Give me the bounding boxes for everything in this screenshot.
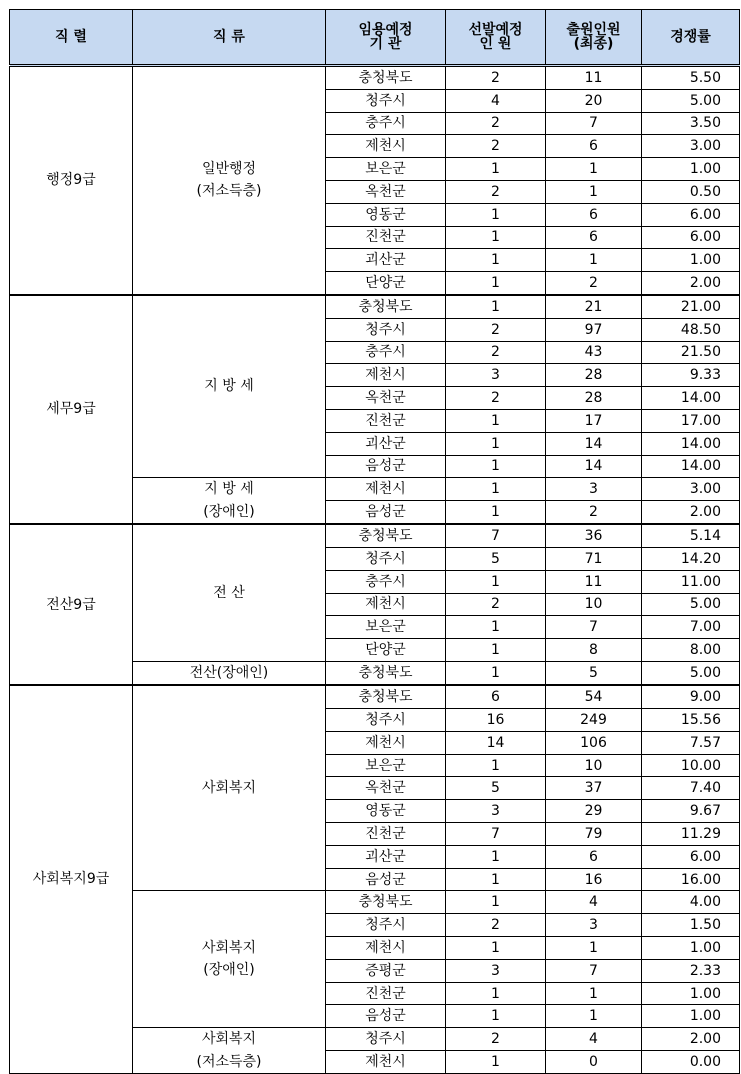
header-planned-line1: 선발예정 (468, 22, 523, 38)
planned-cell: 2 (446, 318, 546, 341)
planned-cell: 3 (446, 364, 546, 387)
applicants-cell: 71 (546, 547, 642, 570)
header-applicants-line1: 출원인원 (566, 22, 621, 38)
planned-cell: 5 (446, 547, 546, 570)
agency-cell: 충청북도 (326, 685, 446, 708)
type-cell-line: (장애인) (203, 962, 255, 979)
ratio-cell: 4.00 (642, 891, 740, 914)
applicants-cell: 6 (546, 203, 642, 226)
applicants-cell: 249 (546, 709, 642, 732)
agency-cell: 영동군 (326, 800, 446, 823)
planned-cell: 1 (446, 158, 546, 181)
agency-cell: 청주시 (326, 1028, 446, 1051)
ratio-cell: 6.00 (642, 226, 740, 249)
planned-cell: 3 (446, 800, 546, 823)
planned-cell: 2 (446, 914, 546, 937)
ratio-cell: 5.00 (642, 593, 740, 616)
agency-cell: 청주시 (326, 89, 446, 112)
planned-cell: 2 (446, 112, 546, 135)
ratio-cell: 5.14 (642, 524, 740, 547)
planned-cell: 5 (446, 777, 546, 800)
ratio-cell: 14.00 (642, 432, 740, 455)
ratio-cell: 1.50 (642, 914, 740, 937)
planned-cell: 2 (446, 341, 546, 364)
type-cell (133, 295, 326, 478)
applicants-cell: 3 (546, 914, 642, 937)
applicants-cell: 1 (546, 937, 642, 960)
type-cell-line: 지 방 세 (204, 481, 254, 498)
planned-cell: 1 (446, 455, 546, 478)
planned-cell: 2 (446, 387, 546, 410)
ratio-cell: 14.00 (642, 455, 740, 478)
ratio-cell: 14.00 (642, 387, 740, 410)
ratio-cell: 2.33 (642, 959, 740, 982)
applicants-cell: 106 (546, 731, 642, 754)
agency-cell: 옥천군 (326, 180, 446, 203)
applicants-cell: 28 (546, 387, 642, 410)
applicants-cell: 14 (546, 432, 642, 455)
planned-cell: 1 (446, 868, 546, 891)
applicants-cell: 37 (546, 777, 642, 800)
ratio-cell: 0.00 (642, 1051, 740, 1074)
applicants-cell: 8 (546, 639, 642, 662)
applicants-cell: 6 (546, 135, 642, 158)
ratio-cell: 1.00 (642, 982, 740, 1005)
ratio-cell: 21.00 (642, 295, 740, 318)
planned-cell: 4 (446, 89, 546, 112)
table-body (10, 66, 740, 1074)
agency-cell: 진천군 (326, 409, 446, 432)
grade-cell: 행정9급 (10, 66, 133, 295)
agency-cell: 단양군 (326, 639, 446, 662)
applicants-cell: 14 (546, 455, 642, 478)
header-planned (446, 10, 546, 66)
agency-cell: 제천시 (326, 135, 446, 158)
planned-cell: 1 (446, 891, 546, 914)
ratio-cell: 11.00 (642, 570, 740, 593)
agency-cell: 진천군 (326, 226, 446, 249)
applicants-cell: 21 (546, 295, 642, 318)
agency-cell: 제천시 (326, 364, 446, 387)
ratio-cell: 3.00 (642, 478, 740, 501)
agency-cell: 보은군 (326, 616, 446, 639)
applicants-cell: 43 (546, 341, 642, 364)
header-type: 직 류 (133, 10, 326, 66)
applicants-cell: 16 (546, 868, 642, 891)
agency-cell: 충청북도 (326, 891, 446, 914)
table-row (10, 295, 740, 318)
agency-cell: 충청북도 (326, 295, 446, 318)
type-cell-line: (저소득층) (196, 1053, 262, 1070)
ratio-cell: 17.00 (642, 409, 740, 432)
ratio-cell: 11.29 (642, 823, 740, 846)
agency-cell: 진천군 (326, 982, 446, 1005)
table-row (10, 66, 740, 90)
planned-cell: 6 (446, 685, 546, 708)
planned-cell: 7 (446, 524, 546, 547)
applicants-cell: 11 (546, 570, 642, 593)
planned-cell: 1 (446, 501, 546, 524)
agency-cell: 단양군 (326, 272, 446, 295)
header-applicants-line2: (최종) (573, 36, 614, 52)
planned-cell: 3 (446, 959, 546, 982)
agency-cell: 영동군 (326, 203, 446, 226)
planned-cell: 1 (446, 845, 546, 868)
type-cell-line: 전산(장애인) (189, 664, 269, 681)
ratio-cell: 1.00 (642, 158, 740, 181)
applicants-cell: 1 (546, 249, 642, 272)
ratio-cell: 0.50 (642, 180, 740, 203)
type-cell (133, 685, 326, 891)
agency-cell: 충주시 (326, 570, 446, 593)
agency-cell: 충청북도 (326, 524, 446, 547)
header-applicants (546, 10, 642, 66)
type-cell (133, 66, 326, 295)
applicants-cell: 79 (546, 823, 642, 846)
ratio-cell: 2.00 (642, 501, 740, 524)
agency-cell: 옥천군 (326, 777, 446, 800)
applicants-cell: 5 (546, 661, 642, 685)
applicants-cell: 6 (546, 845, 642, 868)
ratio-cell: 14.20 (642, 547, 740, 570)
applicants-cell: 0 (546, 1051, 642, 1074)
applicants-cell: 11 (546, 66, 642, 90)
agency-cell: 청주시 (326, 547, 446, 570)
agency-cell: 보은군 (326, 158, 446, 181)
recruitment-table (9, 9, 740, 1074)
agency-cell: 충청북도 (326, 661, 446, 685)
ratio-cell: 3.00 (642, 135, 740, 158)
agency-cell: 괴산군 (326, 432, 446, 455)
table-row (10, 685, 740, 708)
applicants-cell: 2 (546, 272, 642, 295)
planned-cell: 1 (446, 432, 546, 455)
agency-cell: 증평군 (326, 959, 446, 982)
ratio-cell: 5.00 (642, 89, 740, 112)
applicants-cell: 7 (546, 959, 642, 982)
agency-cell: 옥천군 (326, 387, 446, 410)
ratio-cell: 7.40 (642, 777, 740, 800)
type-cell-line: 일반행정 (201, 161, 257, 178)
header-grade: 직 렬 (10, 10, 133, 66)
planned-cell: 1 (446, 409, 546, 432)
planned-cell: 1 (446, 478, 546, 501)
agency-cell: 제천시 (326, 937, 446, 960)
type-cell (133, 1028, 326, 1074)
planned-cell: 1 (446, 661, 546, 685)
agency-cell: 청주시 (326, 318, 446, 341)
ratio-cell: 2.00 (642, 272, 740, 295)
agency-cell: 제천시 (326, 1051, 446, 1074)
applicants-cell: 2 (546, 501, 642, 524)
table-row (10, 524, 740, 547)
applicants-cell: 20 (546, 89, 642, 112)
ratio-cell: 6.00 (642, 845, 740, 868)
agency-cell: 청주시 (326, 709, 446, 732)
planned-cell: 2 (446, 66, 546, 90)
ratio-cell: 5.00 (642, 661, 740, 685)
planned-cell: 1 (446, 754, 546, 777)
planned-cell: 7 (446, 823, 546, 846)
type-cell (133, 891, 326, 1028)
applicants-cell: 97 (546, 318, 642, 341)
grade-cell: 사회복지9급 (10, 685, 133, 1073)
planned-cell: 1 (446, 1051, 546, 1074)
planned-cell: 2 (446, 1028, 546, 1051)
agency-cell: 괴산군 (326, 845, 446, 868)
ratio-cell: 1.00 (642, 249, 740, 272)
applicants-cell: 36 (546, 524, 642, 547)
applicants-cell: 28 (546, 364, 642, 387)
type-cell (133, 661, 326, 685)
planned-cell: 1 (446, 295, 546, 318)
applicants-cell: 3 (546, 478, 642, 501)
type-cell-line: (장애인) (203, 503, 255, 520)
applicants-cell: 54 (546, 685, 642, 708)
type-cell-line: 사회복지 (201, 780, 257, 797)
ratio-cell: 9.67 (642, 800, 740, 823)
planned-cell: 1 (446, 616, 546, 639)
agency-cell: 제천시 (326, 593, 446, 616)
agency-cell: 충주시 (326, 341, 446, 364)
agency-cell: 제천시 (326, 731, 446, 754)
type-cell (133, 478, 326, 524)
applicants-cell: 17 (546, 409, 642, 432)
ratio-cell: 2.00 (642, 1028, 740, 1051)
type-cell-line: 지 방 세 (204, 378, 254, 395)
type-cell-line: 전 산 (213, 584, 245, 601)
applicants-cell: 1 (546, 1005, 642, 1028)
header-agency (326, 10, 446, 66)
type-cell (133, 524, 326, 661)
ratio-cell: 21.50 (642, 341, 740, 364)
planned-cell: 1 (446, 937, 546, 960)
planned-cell: 1 (446, 1005, 546, 1028)
applicants-cell: 4 (546, 1028, 642, 1051)
recruitment-table-container (9, 9, 740, 1074)
planned-cell: 1 (446, 203, 546, 226)
ratio-cell: 15.56 (642, 709, 740, 732)
planned-cell: 1 (446, 982, 546, 1005)
type-cell-line: (저소득층) (196, 183, 262, 200)
agency-cell: 충주시 (326, 112, 446, 135)
applicants-cell: 10 (546, 593, 642, 616)
applicants-cell: 7 (546, 616, 642, 639)
applicants-cell: 1 (546, 158, 642, 181)
ratio-cell: 9.33 (642, 364, 740, 387)
planned-cell: 1 (446, 272, 546, 295)
agency-cell: 보은군 (326, 754, 446, 777)
ratio-cell: 16.00 (642, 868, 740, 891)
applicants-cell: 6 (546, 226, 642, 249)
grade-cell: 전산9급 (10, 524, 133, 685)
applicants-cell: 29 (546, 800, 642, 823)
agency-cell: 괴산군 (326, 249, 446, 272)
ratio-cell: 48.50 (642, 318, 740, 341)
type-cell-line: 사회복지 (201, 1031, 257, 1048)
planned-cell: 16 (446, 709, 546, 732)
ratio-cell: 3.50 (642, 112, 740, 135)
ratio-cell: 9.00 (642, 685, 740, 708)
agency-cell: 충청북도 (326, 66, 446, 90)
header-row (10, 10, 740, 66)
planned-cell: 1 (446, 570, 546, 593)
agency-cell: 음성군 (326, 455, 446, 478)
ratio-cell: 1.00 (642, 937, 740, 960)
grade-cell: 세무9급 (10, 295, 133, 524)
planned-cell: 2 (446, 135, 546, 158)
planned-cell: 2 (446, 180, 546, 203)
agency-cell: 제천시 (326, 478, 446, 501)
type-cell-line: 사회복지 (201, 939, 257, 956)
ratio-cell: 7.57 (642, 731, 740, 754)
header-ratio: 경쟁률 (642, 10, 740, 66)
ratio-cell: 6.00 (642, 203, 740, 226)
ratio-cell: 7.00 (642, 616, 740, 639)
planned-cell: 1 (446, 226, 546, 249)
ratio-cell: 10.00 (642, 754, 740, 777)
ratio-cell: 8.00 (642, 639, 740, 662)
agency-cell: 청주시 (326, 914, 446, 937)
header-planned-line2: 인 원 (479, 36, 512, 52)
applicants-cell: 1 (546, 982, 642, 1005)
applicants-cell: 4 (546, 891, 642, 914)
agency-cell: 음성군 (326, 501, 446, 524)
applicants-cell: 1 (546, 180, 642, 203)
planned-cell: 14 (446, 731, 546, 754)
planned-cell: 2 (446, 593, 546, 616)
agency-cell: 음성군 (326, 1005, 446, 1028)
header-agency-line2: 기 관 (369, 36, 402, 52)
ratio-cell: 5.50 (642, 66, 740, 90)
agency-cell: 진천군 (326, 823, 446, 846)
agency-cell: 음성군 (326, 868, 446, 891)
applicants-cell: 7 (546, 112, 642, 135)
planned-cell: 1 (446, 249, 546, 272)
header-agency-line1: 임용예정 (358, 22, 413, 38)
ratio-cell: 1.00 (642, 1005, 740, 1028)
planned-cell: 1 (446, 639, 546, 662)
applicants-cell: 10 (546, 754, 642, 777)
